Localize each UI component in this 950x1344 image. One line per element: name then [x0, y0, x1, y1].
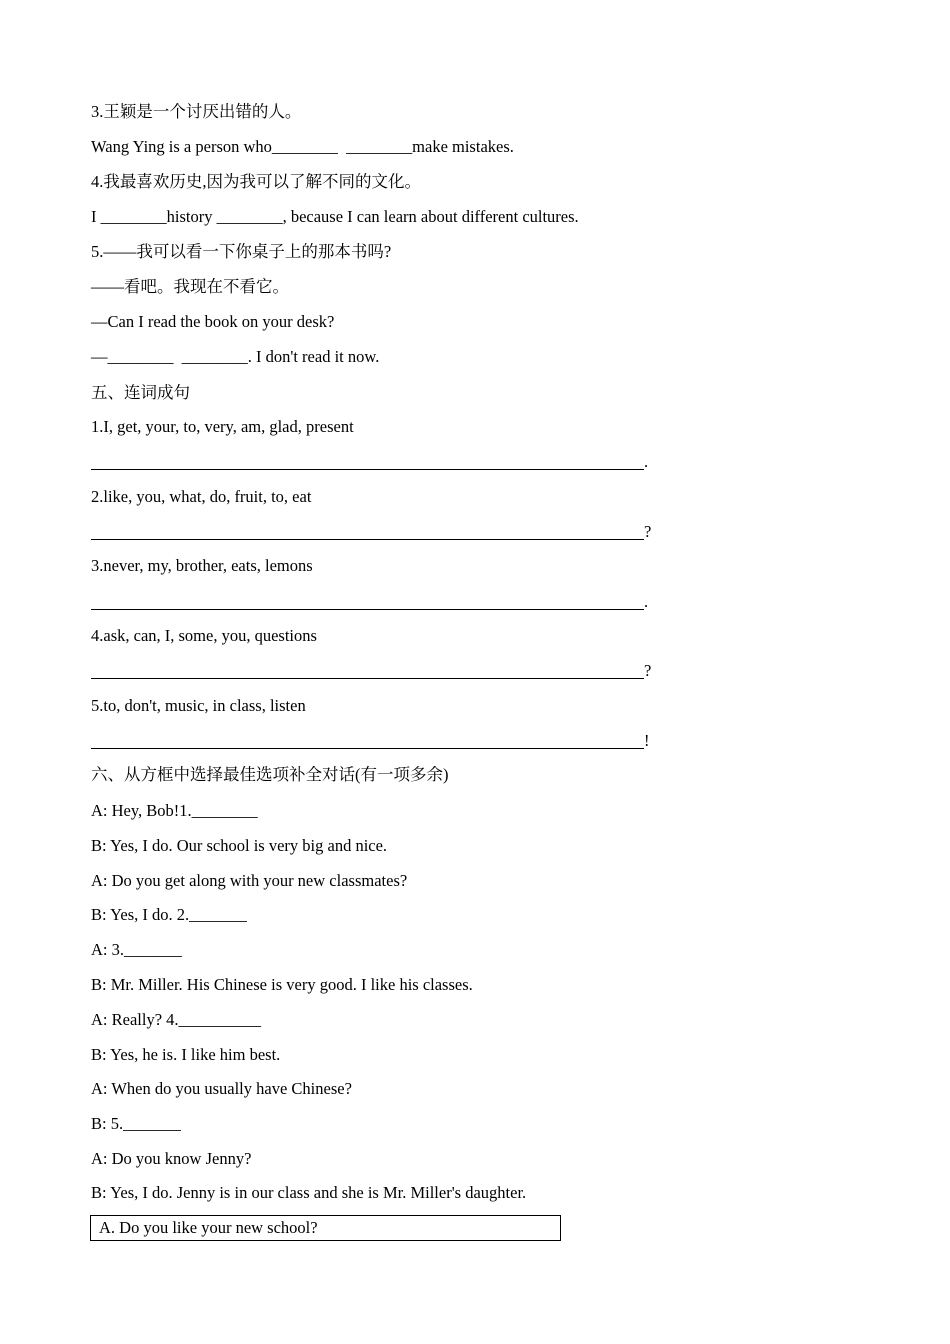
section6-title: 六、从方框中选择最佳选项补全对话(有一项多余) — [91, 765, 449, 784]
q4-english: I ________history ________, because I can learn about different cultures. — [91, 207, 579, 226]
s5-item-5-punct: ! — [644, 731, 650, 750]
s5-item-2-punct: ? — [644, 522, 652, 541]
dialogue-line: A: Do you know Jenny? — [91, 1149, 252, 1168]
dialogue-line: B: Yes, I do. Our school is very big and nice. — [91, 836, 388, 855]
s5-item-1-prompt: 1.I, get, your, to, very, am, glad, present — [91, 417, 354, 436]
dialogue-line: B: Mr. Miller. His Chinese is very good. I like his classes. — [91, 975, 473, 994]
s5-item-3-punct: . — [644, 592, 649, 611]
options-box — [90, 1215, 561, 1241]
dialogue-line: B: Yes, I do. Jenny is in our class and she is Mr. Miller's daughter. — [91, 1183, 527, 1202]
s5-item-5-answer-line[interactable] — [91, 728, 644, 749]
q5-chinese-answer: ——看吧。我现在不看它。 — [91, 277, 289, 296]
s5-item-4-answer-line[interactable] — [91, 658, 644, 679]
s5-item-3-prompt: 3.never, my, brother, eats, lemons — [91, 556, 313, 575]
option-a: A. Do you like your new school? — [99, 1218, 318, 1237]
s5-item-1-punct: . — [644, 452, 649, 471]
s5-item-5-prompt: 5.to, don't, music, in class, listen — [91, 696, 306, 715]
dialogue-line: A: Do you get along with your new classmates? — [91, 871, 408, 890]
dialogue-line: A: Hey, Bob!1.________ — [91, 801, 258, 820]
q4-chinese: 4.我最喜欢历史,因为我可以了解不同的文化。 — [91, 172, 421, 191]
dialogue-line: A: 3._______ — [91, 940, 182, 959]
q5-english-question: —Can I read the book on your desk? — [91, 312, 335, 331]
q3-chinese: 3.王颖是一个讨厌出错的人。 — [91, 102, 302, 121]
dialogue-line: B: Yes, I do. 2._______ — [91, 905, 247, 924]
s5-item-2-prompt: 2.like, you, what, do, fruit, to, eat — [91, 487, 312, 506]
dialogue-line: B: Yes, he is. I like him best. — [91, 1045, 281, 1064]
dialogue-line: B: 5._______ — [91, 1114, 181, 1133]
q5-english-answer: —________ ________. I don't read it now. — [91, 347, 380, 366]
q5-chinese-question: 5.——我可以看一下你桌子上的那本书吗? — [91, 242, 392, 261]
s5-item-3-answer-line[interactable] — [91, 589, 644, 610]
section5-title: 五、连词成句 — [91, 383, 190, 402]
s5-item-4-prompt: 4.ask, can, I, some, you, questions — [91, 626, 317, 645]
q3-english: Wang Ying is a person who________ ________make mistakes. — [91, 137, 514, 156]
s5-item-1-answer-line[interactable] — [91, 449, 644, 470]
dialogue-line: A: When do you usually have Chinese? — [91, 1079, 352, 1098]
dialogue-line: A: Really? 4.__________ — [91, 1010, 262, 1029]
s5-item-2-answer-line[interactable] — [91, 519, 644, 540]
s5-item-4-punct: ? — [644, 661, 652, 680]
